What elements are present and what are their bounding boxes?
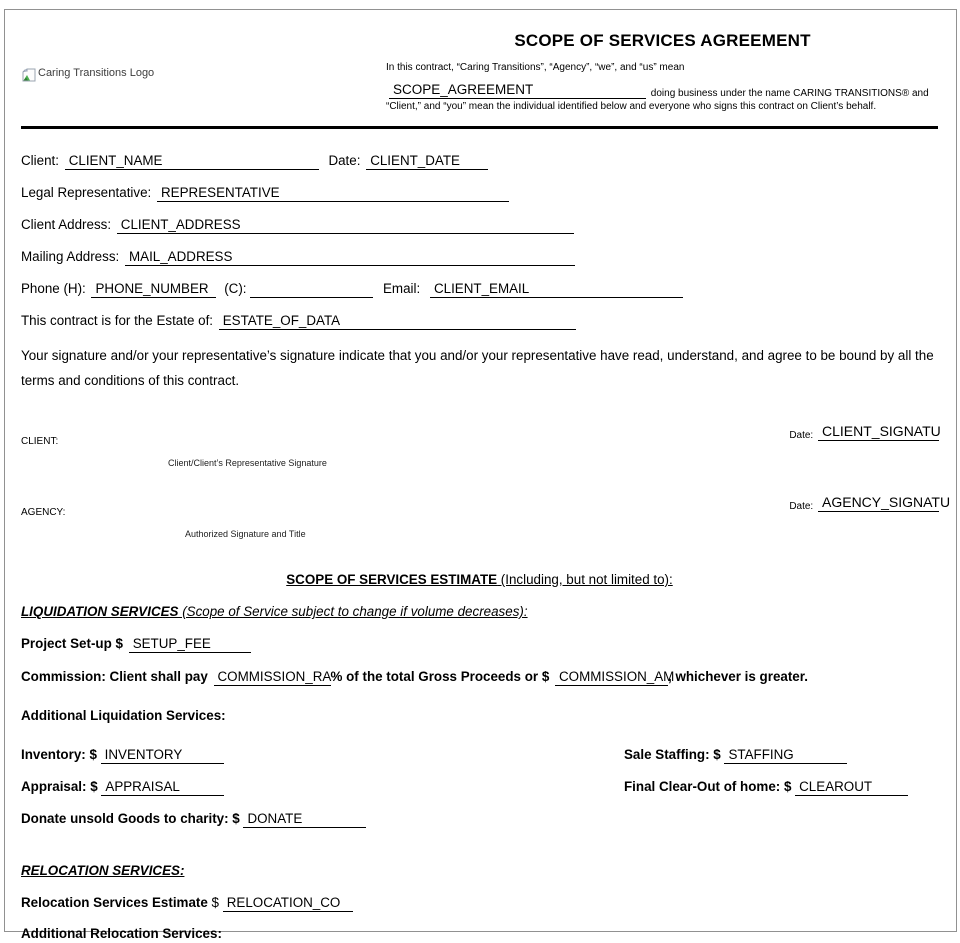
client-address-label: Client Address:: [21, 217, 112, 232]
contract-page: [4, 9, 957, 941]
relocation-estimate-row: [21, 893, 353, 912]
relocation-estimate-label: Relocation Services Estimate: [21, 895, 208, 910]
additional-liquidation-heading: Additional Liquidation Services:: [21, 708, 226, 723]
client-name-field: CLIENT_NAME: [65, 151, 319, 170]
client-label: Client:: [21, 153, 59, 168]
email-field: CLIENT_EMAIL: [430, 279, 683, 298]
intro-line-2: [389, 80, 929, 99]
estimate-heading-qualifier: (Including, but not limited to):: [497, 572, 673, 587]
mailing-address-field: MAIL_ADDRESS: [125, 247, 575, 266]
clearout-field: CLEAROUT: [795, 777, 908, 796]
phone-row: [21, 279, 683, 298]
client-date-field: CLIENT_DATE: [366, 151, 488, 170]
header-divider: [21, 126, 938, 129]
relocation-heading: [21, 861, 184, 880]
intro-line-2-text: doing business under the name CARING TRANSITIONS® and: [650, 88, 929, 99]
sale-staffing-label: Sale Staffing: $: [624, 747, 721, 762]
phone-home-label: Phone (H):: [21, 281, 86, 296]
agency-signature-date-label: Date:: [789, 501, 814, 512]
agency-signature-caption: Authorized Signature and Title: [185, 529, 306, 539]
appraisal-row: [21, 777, 224, 796]
client-signature-caption: Client/Client’s Representative Signature: [168, 458, 327, 468]
setup-fee-field: SETUP_FEE: [129, 634, 251, 653]
estimate-heading: [5, 570, 954, 589]
relocation-heading-text: RELOCATION SERVICES:: [21, 863, 185, 878]
legal-rep-row: [21, 183, 509, 202]
client-address-row: [21, 215, 574, 234]
commission-row: [21, 667, 808, 686]
client-signature-date-field: CLIENT_SIGNATU: [818, 421, 939, 441]
estate-label: This contract is for the Estate of:: [21, 313, 214, 328]
inventory-row: [21, 745, 224, 764]
appraisal-label: Appraisal: $: [21, 779, 98, 794]
commission-label: Commission: Client shall pay: [21, 669, 208, 684]
client-row: [21, 151, 488, 170]
donate-label: Donate unsold Goods to charity: $: [21, 811, 240, 826]
commission-suffix-text: , whichever is greater.: [668, 669, 808, 684]
client-signature-date-row: [789, 421, 939, 441]
inventory-label: Inventory: $: [21, 747, 97, 762]
liquidation-heading-main: LIQUIDATION SERVICES: [21, 604, 179, 619]
clearout-label: Final Clear-Out of home: $: [624, 779, 792, 794]
mailing-address-label: Mailing Address:: [21, 249, 120, 264]
setup-fee-row: [21, 634, 251, 653]
sale-staffing-field: STAFFING: [724, 745, 847, 764]
donate-field: DONATE: [243, 809, 366, 828]
agency-signature-date-row: [789, 492, 951, 512]
mailing-address-row: [21, 247, 575, 266]
phone-cell-label: (C):: [224, 281, 247, 296]
relocation-dollar-sign: $: [211, 895, 219, 910]
phone-home-field: PHONE_NUMBER: [91, 279, 216, 298]
phone-cell-field: [250, 279, 373, 298]
client-address-field: CLIENT_ADDRESS: [117, 215, 574, 234]
client-signature-label: CLIENT:: [21, 436, 59, 447]
setup-fee-label: Project Set-up $: [21, 636, 123, 651]
legal-rep-label: Legal Representative:: [21, 185, 152, 200]
commission-middle-text: % of the total Gross Proceeds or $: [330, 669, 550, 684]
logo-alt-text: Caring Transitions Logo: [38, 67, 155, 79]
broken-image-icon: [21, 67, 37, 83]
page-title: SCOPE OF SERVICES AGREEMENT: [514, 31, 811, 50]
agency-name-field: SCOPE_AGREEMENT: [389, 80, 646, 99]
liquidation-heading-qualifier: (Scope of Service subject to change if volume decreases):: [178, 604, 528, 619]
relocation-estimate-field: RELOCATION_CO: [223, 893, 353, 912]
agreement-paragraph: Your signature and/or your representative’s signature indicate that you and/or your representative have read, understand, and agree to be bound by all the terms and conditions of this contract.: [21, 348, 934, 388]
agency-signature-date-field: AGENCY_SIGNATU: [818, 492, 939, 512]
estimate-heading-main: SCOPE OF SERVICES ESTIMATE: [286, 572, 498, 587]
logo: [21, 67, 154, 83]
commission-rate-field: COMMISSION_RA: [214, 667, 331, 686]
email-label: Email:: [383, 281, 421, 296]
liquidation-heading: [21, 602, 528, 621]
estate-row: [21, 311, 576, 330]
agency-signature-label: AGENCY:: [21, 507, 66, 518]
additional-relocation-heading: Additional Relocation Services:: [21, 926, 222, 941]
sale-staffing-row: [624, 745, 847, 764]
appraisal-field: APPRAISAL: [101, 777, 224, 796]
commission-amount-field: COMMISSION_AM: [555, 667, 668, 686]
client-date-label: Date:: [328, 153, 361, 168]
legal-rep-field: REPRESENTATIVE: [157, 183, 509, 202]
intro-line-1: In this contract, “Caring Transitions”, “Agency”, “we”, and “us” mean: [386, 62, 685, 73]
donate-row: [21, 809, 366, 828]
intro-line-3: “Client,” and “you” mean the individual identified below and everyone who signs this contract on Client’s behalf.: [386, 101, 877, 112]
inventory-field: INVENTORY: [101, 745, 224, 764]
client-signature-date-label: Date:: [789, 430, 814, 441]
estate-field: ESTATE_OF_DATA: [219, 311, 576, 330]
clearout-row: [624, 777, 908, 796]
